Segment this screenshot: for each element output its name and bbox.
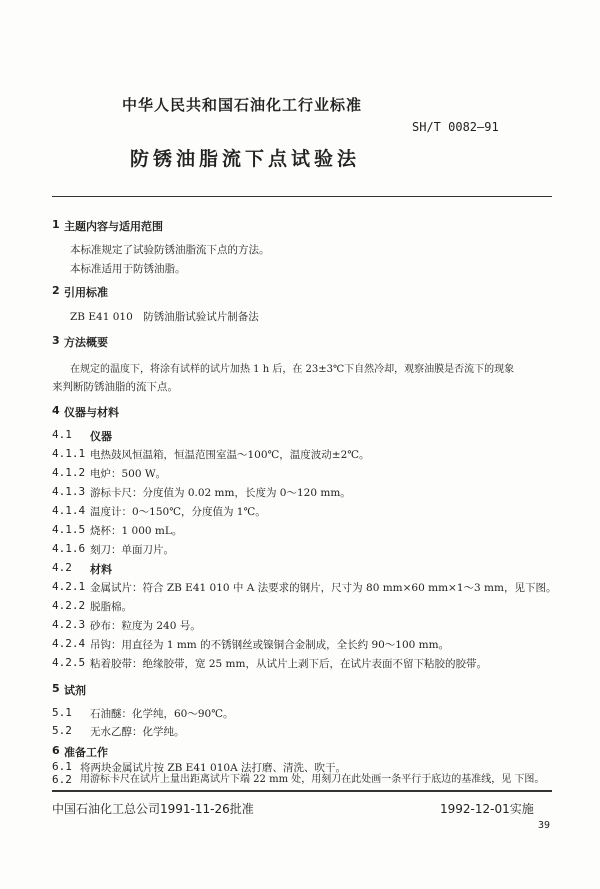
item-number: 5.1: [52, 706, 72, 719]
footer-rule: [52, 790, 552, 792]
item-number: 4.2.4: [52, 637, 86, 650]
item-text: 粘着胶带：绝缘胶带，宽 25 mm，从试片上剥下后，在试片表面不留下粘胶的胶带。: [90, 658, 487, 670]
section-3-title: 方法概要: [64, 336, 108, 349]
item-number: 4.1.3: [52, 485, 86, 498]
subsection-4-2-title: 材料: [90, 563, 112, 576]
document-title: 防锈油脂流下点试验法: [130, 148, 361, 170]
item-text: 吊钩：用直径为 1 mm 的不锈钢丝或镍铜合金制成，全长约 90～100 mm。: [90, 639, 450, 651]
item-text: 电炉：500 W。: [90, 468, 167, 480]
section-4-number: 4: [52, 404, 60, 417]
item-text: 脱脂棉。: [90, 601, 132, 613]
section-4-title: 仪器与材料: [64, 406, 119, 419]
section-2-title: 引用标准: [64, 286, 108, 299]
page-number: 39: [538, 820, 551, 831]
item-number: 4.1.1: [52, 447, 86, 460]
item-number: 4.1.5: [52, 523, 86, 536]
item-text: 金属试片：符合 ZB E41 010 中 A 法要求的钢片，尺寸为 80 mm×60 mm×1～3 mm，见下图。: [90, 582, 557, 594]
section-1-number: 1: [52, 218, 60, 231]
item-number: 6.1: [52, 760, 72, 773]
section-1-para-1: 本标准规定了试验防锈油脂流下点的方法。: [70, 244, 270, 256]
section-5-title: 试剂: [64, 684, 86, 697]
section-3-para-2: 来判断防锈油脂的流下点。: [52, 381, 178, 393]
item-text: 无水乙醇：化学纯。: [90, 726, 185, 738]
effective-date: 1992-12-01实施: [440, 802, 534, 816]
section-1-title: 主题内容与适用范围: [64, 220, 163, 233]
item-text: 将两块金属试片按 ZB E41 010A 法打磨、清洗、吹干。: [80, 762, 347, 774]
item-text: 用游标卡尺在试片上量出距离试片下端 22 mm 处，用刻刀在此处画一条平行于底边的基准线，见 下图。: [80, 774, 545, 785]
item-text: 电热鼓风恒温箱，恒温范围室温～100℃，温度波动±2℃。: [90, 449, 370, 461]
item-number: 4.2.5: [52, 656, 86, 669]
item-text: 石油醚：化学纯，60～90℃。: [90, 708, 234, 720]
section-6-number: 6: [52, 744, 60, 757]
item-number: 6.2: [52, 773, 72, 786]
item-text: 温度计：0～150℃，分度值为 1℃。: [90, 506, 266, 518]
subsection-4-1-title: 仪器: [90, 430, 112, 443]
item-number: 5.2: [52, 724, 72, 737]
item-number: 4.1.4: [52, 504, 86, 517]
subsection-4-2-number: 4.2: [52, 561, 72, 574]
section-1-para-2: 本标准适用于防锈油脂。: [70, 263, 186, 275]
section-3-number: 3: [52, 334, 60, 347]
standard-number: SH/T 0082—91: [412, 120, 499, 134]
issuing-organization: 中华人民共和国石油化工行业标准: [122, 96, 363, 114]
approval-date: 中国石油化工总公司1991-11-26批准: [52, 802, 254, 816]
item-number: 4.2.3: [52, 618, 86, 631]
section-3-para-1: 在规定的温度下，将涂有试样的试片加热 1 h 后，在 23±3℃下自然冷却，观察油膜是否流下的现象: [70, 364, 515, 375]
item-number: 4.2.1: [52, 580, 86, 593]
subsection-4-1-number: 4.1: [52, 428, 72, 441]
header-rule: [52, 196, 552, 197]
item-text: 刻刀：单面刀片。: [90, 544, 174, 556]
item-number: 4.2.2: [52, 599, 86, 612]
section-2-para-1: ZB E41 010 防锈油脂试验试片制备法: [70, 311, 259, 323]
section-5-number: 5: [52, 682, 60, 695]
section-2-number: 2: [52, 284, 60, 297]
item-number: 4.1.2: [52, 466, 86, 479]
item-text: 砂布：粒度为 240 号。: [90, 620, 201, 632]
item-text: 烧杯：1 000 mL。: [90, 525, 183, 537]
item-text: 游标卡尺：分度值为 0.02 mm，长度为 0～120 mm。: [90, 487, 351, 499]
section-6-title: 准备工作: [64, 746, 108, 759]
item-number: 4.1.6: [52, 542, 86, 555]
